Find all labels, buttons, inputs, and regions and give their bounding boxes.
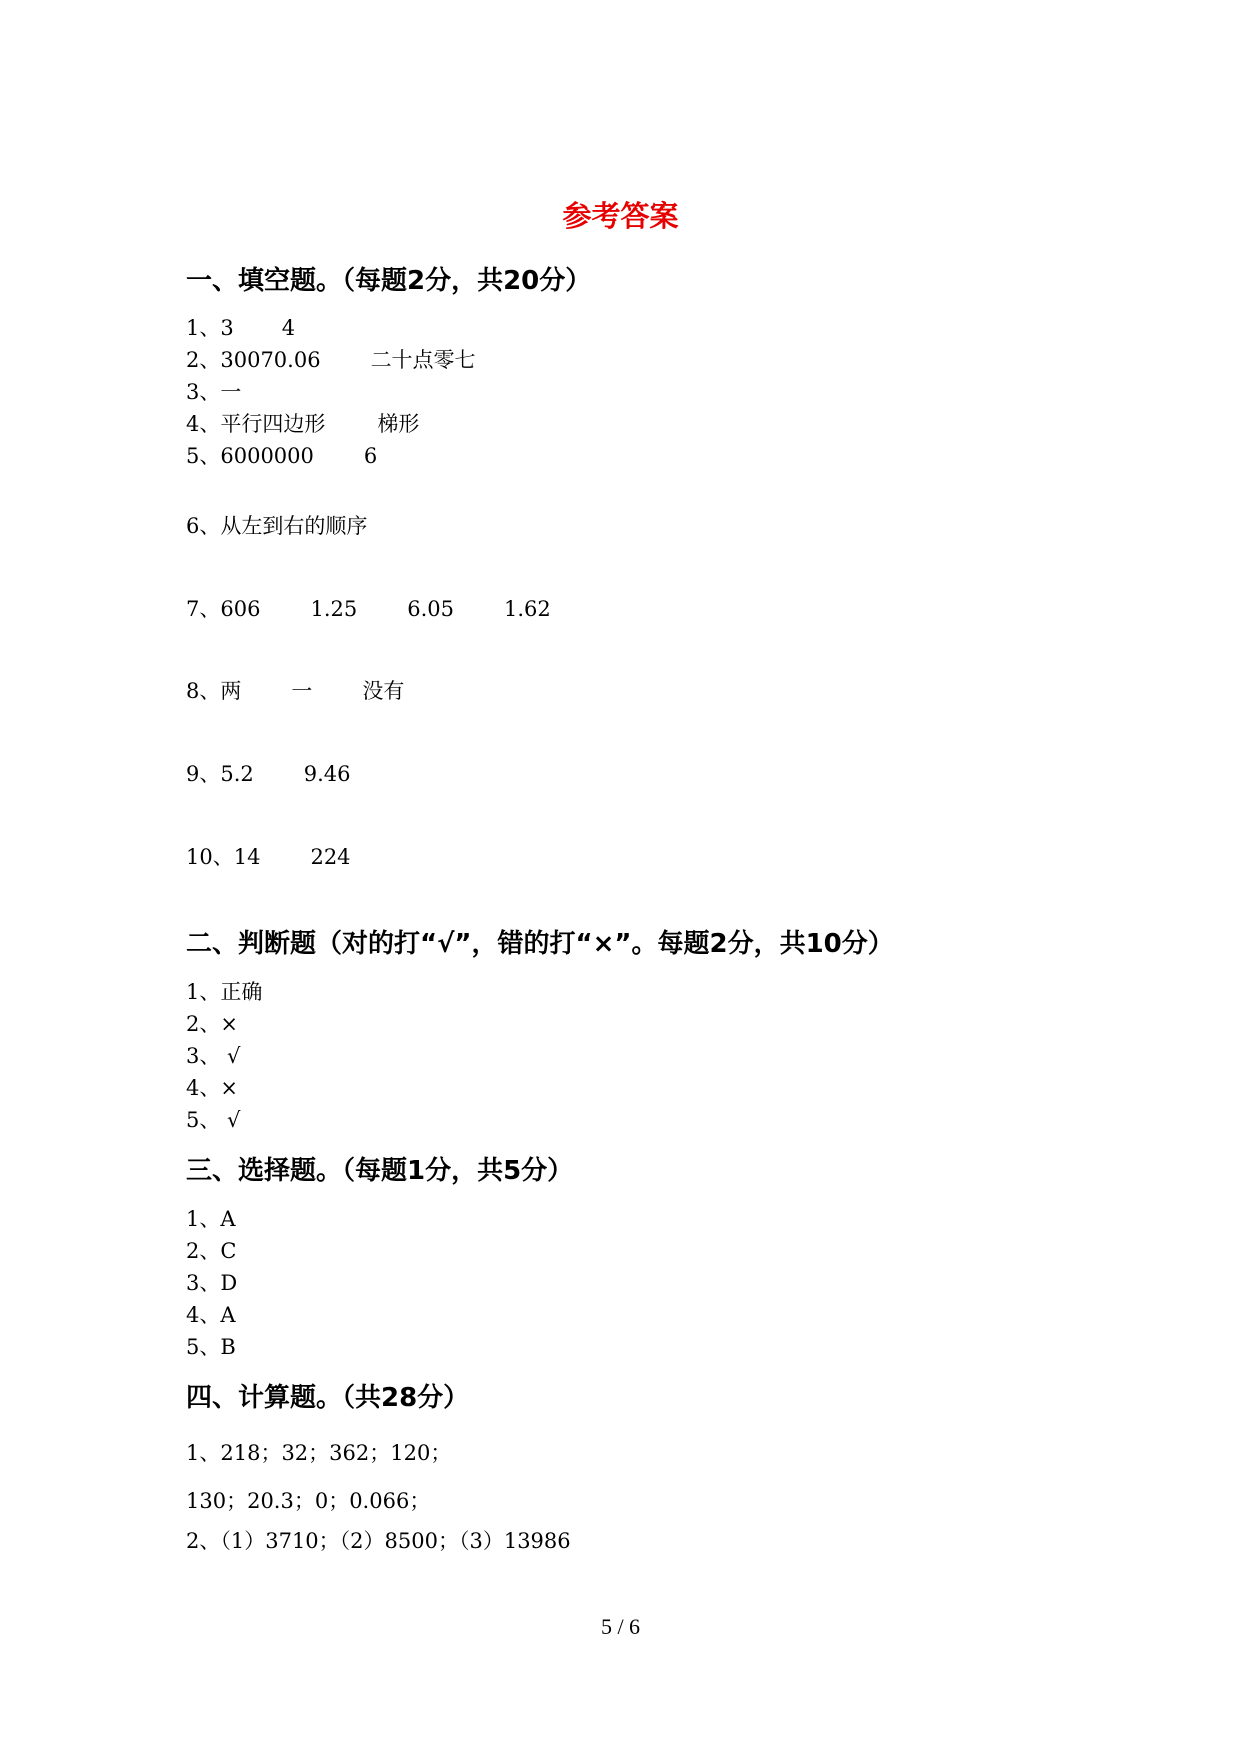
- answer-part: 6: [363, 444, 378, 468]
- answer-line: 2、×: [186, 1012, 238, 1036]
- answer-part: 梯形: [377, 412, 420, 436]
- answer-part: 3、一: [186, 380, 242, 404]
- answer-part: 8、两: [186, 679, 242, 703]
- answer-line: 2、（1）3710；（2）8500；（3）13986: [186, 1529, 571, 1553]
- answer-line: [186, 842, 351, 872]
- answer-part: 一: [291, 679, 313, 703]
- answer-line: [186, 409, 419, 439]
- section-heading-multiple-choice: 三、选择题。（每题1分，共5分）: [186, 1156, 574, 1186]
- answer-line: [186, 377, 241, 407]
- section-heading-fill-blank: 一、填空题。（每题2分，共20分）: [186, 266, 592, 296]
- answer-part: 二十点零七: [370, 348, 476, 372]
- answer-part: 9.46: [303, 762, 351, 786]
- answer-part: 4: [281, 316, 296, 340]
- section-heading-true-false: 二、判断题（对的打“√”，错的打“×”。每题2分，共10分）: [186, 929, 894, 959]
- answer-line: 2、C: [186, 1239, 237, 1263]
- page-number: 5 / 6: [600, 1614, 641, 1639]
- answer-line: [186, 511, 367, 541]
- answer-line: [186, 759, 351, 789]
- answer-line: 1、正确: [186, 980, 263, 1004]
- answer-part: 7、606: [186, 597, 261, 621]
- answer-part: 5、6000000: [186, 444, 314, 468]
- section-heading-calculation: 四、计算题。（共28分）: [186, 1383, 470, 1413]
- answer-part: 1.25: [310, 597, 358, 621]
- answer-line: [186, 313, 295, 343]
- answer-part: 6.05: [407, 597, 454, 621]
- answer-part: 224: [310, 845, 351, 869]
- answer-line: 5、B: [186, 1335, 236, 1359]
- answer-part: 1.62: [503, 597, 551, 621]
- answer-part: 9、5.2: [186, 762, 254, 786]
- answer-line: 4、A: [186, 1303, 236, 1327]
- answer-part: 6、从左到右的顺序: [186, 514, 368, 538]
- answer-line: 5、 √: [186, 1108, 241, 1132]
- answer-line: 1、A: [186, 1207, 236, 1231]
- answer-part: 1、3: [186, 316, 234, 340]
- answer-part: 没有: [362, 679, 405, 703]
- answer-line: [186, 594, 551, 624]
- answer-line: 3、 √: [186, 1044, 241, 1068]
- answer-line: 4、×: [186, 1076, 238, 1100]
- answer-part: 10、14: [186, 845, 261, 869]
- answer-line: 130；20.3；0；0.066；: [186, 1489, 431, 1513]
- answer-part: 2、30070.06: [186, 348, 321, 372]
- answer-line: [186, 676, 404, 706]
- answer-line: [186, 441, 377, 471]
- answer-line: [186, 345, 476, 375]
- answer-part: 4、平行四边形: [186, 412, 326, 436]
- page-title: 参考答案: [562, 199, 679, 233]
- answer-line: 3、D: [186, 1271, 238, 1295]
- answer-line: 1、218；32；362；120；: [186, 1441, 452, 1465]
